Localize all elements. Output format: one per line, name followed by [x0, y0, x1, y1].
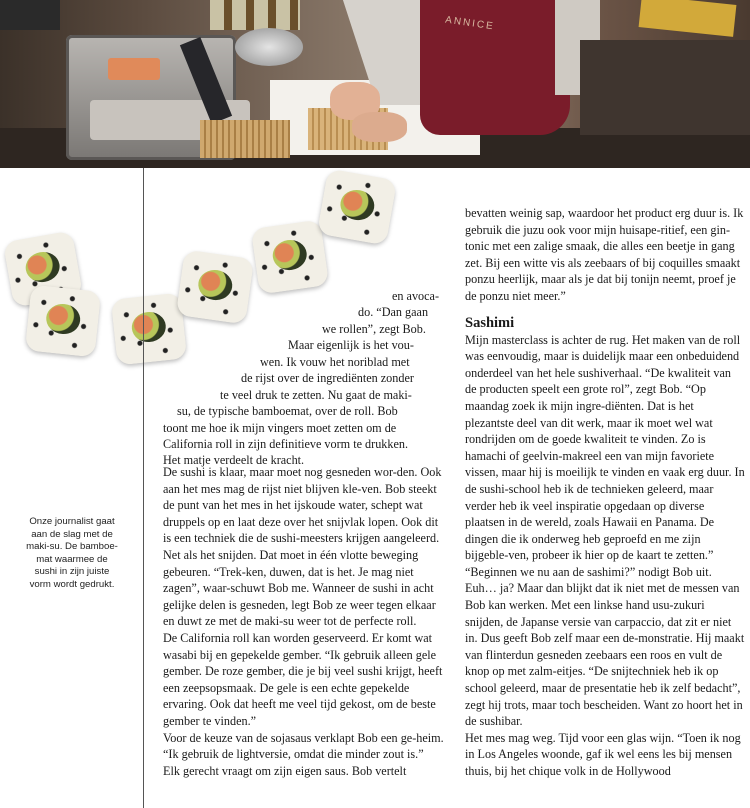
chef-hand-lower [352, 112, 407, 142]
caption-line: aan de slag met de [31, 528, 113, 540]
cabinet [580, 40, 750, 135]
text-line: California roll in zijn definitieve vorm te drukken. [163, 437, 409, 451]
body-paragraph: Mijn masterclass is achter de rug. Het maken van de roll was eenvoudig, maar is duidelijk maar een onbeduidend onderdeel van het hele sushiverhaal. “De kwaliteit van de producten speelt een grote rol”, zegt Bob. “Op maandag zoek ik mijn ingre-diënten. Dat is het plezantste deel van dit werk, maar ik moet wel wat rondrijden om de goede kwaliteit te vinden. Zo is hamachi of geelvin-makreel een van mijn favoriete vissen, maar hij is moeilijk te vinden en vaak erg duur. In de sushi-school heb ik de technieken geleerd, maar verder heb ik veel inspiratie opgedaan op diverse plaatsen in de wereld, zoals Hawaii en Panama. De dingen die ik onderweg heb geproefd en me zijn bijgeble-ven, probeer ik hier op de kaart te zetten.” [465, 332, 745, 563]
text-line: Maar eigenlijk is het vou- [288, 338, 414, 352]
yellow-box [639, 0, 737, 37]
body-paragraph: “Beginnen we nu aan de sashimi?” nodigt Bob uit. Euh… ja? Maar dan blijkt dat ik niet met de messen van Bob kan werken. Met een linkse hand usu-zukuri snijden, de Japanse versie van carpaccio, dat zit er niet in. Dus geeft Bob zelf maar een de-monstratie. Hij maakt van flinterdun gesneden zeebaars een roos en vult de knop op met zalm-eitjes. “De snijtechniek heb ik op school geleerd, maar de presentatie heb ik zelf bedacht”, zegt hij trots, maar toch bescheiden. Want zo hoort het in de sushibar. [465, 564, 745, 729]
sushi-piece [317, 168, 397, 245]
sushi-piece [176, 249, 255, 324]
caption-line: mat waarmee de [36, 553, 108, 565]
right-column [465, 205, 745, 780]
text-line: te veel druk te zetten. Nu gaat de maki- [220, 388, 412, 402]
caption-line: Onze journalist gaat [29, 516, 115, 527]
sushi-piece [25, 285, 102, 358]
metal-bowl [235, 28, 303, 66]
body-paragraph: Elk gerecht vraagt om zijn eigen saus. Bob vertelt [163, 763, 407, 778]
chef-apron [420, 0, 570, 135]
body-paragraph: De California roll kan worden geserveerd. Er komt wat wasabi bij en gepekelde gember. “Ik gebruik alleen gele gember. De roze gember, die je bij veel sushi krijgt, heeft een zeepsopsmaak. De gele is een echte gepekelde ervaring. Ook dat heeft me veel tijd gekost, om de beste gember te vinden.” [163, 630, 443, 728]
body-paragraph: Het mes mag weg. Tijd voor een glas wijn. “Toen ik nog in Los Angeles woonde, gaf ik wel eens les bij mensen thuis, bij het chique volk in de Hollywood [465, 730, 741, 778]
text-line: toont me hoe ik mijn vingers moet zetten om de [163, 421, 397, 435]
salmon-slice [108, 58, 160, 80]
middle-column [163, 464, 448, 779]
caption-line: maki-su. De bamboe- [26, 541, 118, 553]
text-line: de rijst over de ingrediënten zonder [241, 371, 414, 385]
caption-line: sushi in zijn juiste [34, 566, 110, 578]
text-line: we rollen”, zegt Bob. [322, 322, 426, 336]
text-line: en avoca- [392, 289, 440, 303]
body-paragraph: Voor de keuze van de sojasaus verklapt Bob een ge-heim. “Ik gebruik de lightversie, omdat die minder zout is.” [163, 730, 444, 762]
bamboo-mat-left [200, 120, 290, 158]
sushi-piece [111, 293, 188, 366]
text-line: do. “Dan gaan [358, 305, 429, 319]
text-line: su, de typische bamboemat, over de roll. Bob [177, 404, 398, 418]
photo-caption [18, 516, 126, 592]
sushi-piece [251, 219, 330, 294]
caption-line: vorm wordt gedrukt. [29, 578, 115, 590]
kitchen-photo [0, 0, 750, 168]
pan [0, 0, 60, 30]
body-paragraph: De sushi is klaar, maar moet nog gesneden wor-den. Ook aan het mes mag de rijst niet blijven kle-ven. Bob steekt de punt van het mes in het ijskoude water, schept wat druppels op en laat deze over het snijvlak lopen. Ook dit is een techniek die de sushi-meesters krijgen aangeleerd. Net als het snijden. Dat moet in één vlotte beweging gebeuren. “Trek-ken, duwen, dat is het. Je mag niet zagen”, waar-schuwt Bob me. Wanneer de sushi in acht gelijke delen is gesneden, legt Bob ze weer tegen elkaar en duwt ze met de maki-su weer tot de perfecte roll. [163, 465, 442, 629]
text-line: Het matje verdeelt de kracht. [163, 453, 305, 467]
body-paragraph: bevatten weinig sap, waardoor het product erg duur is. Ik gebruik die juzu ook voor mijn huisape-ritief, een gin-tonic met een zalige smaak, die alles een beetje in gang zet. Bij een witte vis als zeebaars of bij coquilles smaakt ponzu heerlijk, maar als je dat bij tonijn neemt, proef je de ponzu niet meer.” [465, 206, 744, 303]
text-line: wen. Ik vouw het noriblad met [260, 355, 410, 369]
section-heading: Sashimi [465, 314, 515, 331]
column-divider [143, 168, 144, 808]
apron-logo: ANNICE [444, 14, 496, 33]
bottles [210, 0, 300, 30]
